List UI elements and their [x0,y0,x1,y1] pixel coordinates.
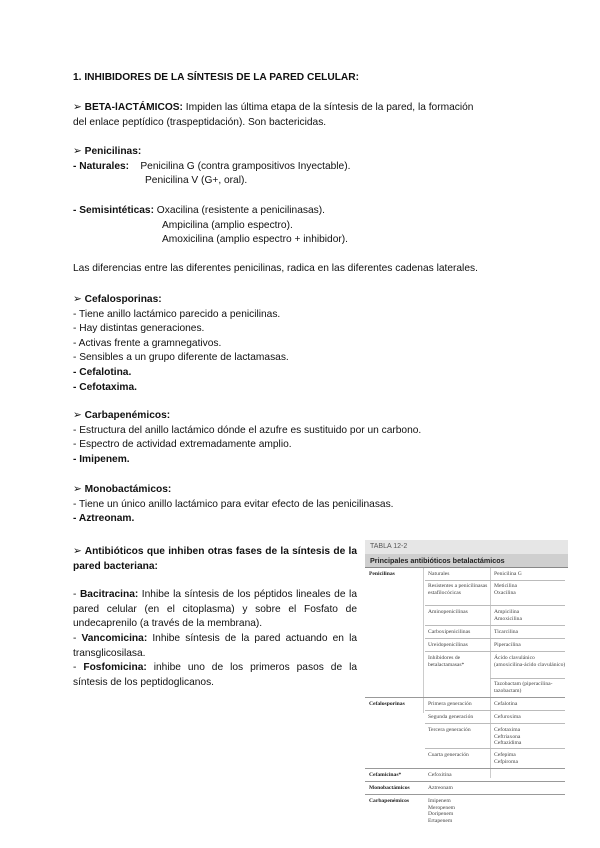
table-cell: Carboxipenicilinas [428,629,471,635]
cefalosporinas-line-5: - Cefalotina. [73,366,132,378]
vancomicina-label: Vancomicina: [81,632,148,644]
carbapenemicos-line-3: - Imipenem. [73,453,130,465]
table-cell: Inhibidores de betalactamasas* [428,655,465,668]
table-cell: Imipenem Meropenem Doripenem Ertapenem [428,798,456,824]
table-group-carbapenemicos: Carbapenémicos [369,798,410,804]
table-cell: Primera generación [428,701,472,707]
table-cell: Meticilina Oxacilina [494,583,517,596]
table-rule [425,710,565,711]
table-cell: Ácido clavulánico (amoxicilina-ácido clavulánico) [494,655,566,668]
table-rule [425,638,565,639]
semisinteticas-block [73,204,533,248]
table-cell: Aztreonam [428,785,453,791]
cefalosporinas-heading: Cefalosporinas: [84,294,162,305]
table-divider [490,568,491,778]
otras-heading: Antibióticos que inhiben otras fases de la síntesis de la pared bacteriana: [73,546,358,572]
table-rule [425,748,565,749]
table-rule [365,697,565,698]
arrow-bullet-icon: ➢ [73,293,82,305]
cefalosporinas-block [73,292,533,395]
arrow-bullet-icon: ➢ [73,545,82,557]
semisinteticas-line-1: Oxacilina (resistente a penicilinasas). [153,205,325,216]
table-body [365,568,568,832]
table-rule [365,794,565,795]
beta-lactamicos-block [73,100,533,130]
table-group-monobactamicos: Monobactámicos [369,785,410,791]
monobactamicos-block [73,482,533,527]
table-divider [423,568,424,713]
carbapenemicos-line-2: - Espectro de actividad extremadamente amplio. [73,439,292,451]
diferencias-block [73,262,533,277]
fosfomicina-text: inhibe uno de los primeros pasos de la síntesis de los peptidoglicanos. [73,662,357,688]
naturales-line-1: Penicilina G (contra grampositivos Inyectable). [140,160,351,172]
table-rule [425,625,565,626]
table-rule [425,723,565,724]
cefalosporinas-line-3: - Activas frente a gramnegativos. [73,337,222,349]
penicilinas-block [73,144,533,189]
cefalosporinas-line-2: - Hay distintas generaciones. [73,323,205,335]
monobactamicos-line-1: - Tiene un único anillo lactámico para evitar efecto de las penicilinasas. [73,498,394,510]
naturales-line-2: Penicilina V (G+, oral). [145,175,248,187]
diferencias-text: Las diferencias entre las diferentes penicilinas, radica en las diferentes cadenas laterales. [73,263,478,274]
table-group-cefamicinas: Cefamicinas* [369,772,402,778]
table-rule [425,605,565,606]
table-title: Principales antibióticos betalactámicos [365,554,568,568]
table-cell: Cefoxitina [428,772,452,778]
semisinteticas-line-2: Ampicilina (amplio espectro). [162,219,293,231]
table-cell: Segunda generación [428,714,474,720]
bacitracina-text: Inhibe la síntesis de los péptidos lineales de la pared celular (en el citoplasma) y sobre el Fosfato de undecaprenilo (a través de la membrana). [73,589,357,630]
semisinteticas-line-3: Amoxicilina (amplio espectro + inhibidor). [162,234,349,246]
cefalosporinas-line-6: - Cefotaxima. [73,381,137,393]
otras-fases-block: ➢ Antibióticos que inhiben otras fases de la síntesis de la pared bacteriana: - Bacitracina: Inhibe la síntesis de los péptidos lineales de la pared celular (en el citoplasma) y sobre el Fosfato de undecaprenilo (a través de la membrana). - Vancomicina: Inhibe síntesis de la pared actuando en la transglicosilasa. - Fosfomicina: inhibe uno de los primeros pasos de la síntesis de los peptidoglicanos. [73,545,358,688]
beta-label: BETA-lACTÁMICOS: [84,102,183,113]
cefalosporinas-line-1: - Tiene anillo lactámico parecido a penicilinas. [73,308,281,320]
table-cell: Naturales [428,571,450,577]
carbapenemicos-line-1: - Estructura del anillo lactámico dónde el azufre es sustituido por un carbono. [73,424,422,436]
table-cell: Cefotaxima Ceftriaxona Ceftazidima [494,727,522,747]
semisinteticas-label: - Semisintéticas: [73,205,154,216]
table-cell: Piperacilina [494,642,521,648]
table-cell: Ampicilina Amoxicilina [494,609,522,622]
beta-text-1: Impiden las última etapa de la síntesis de la pared, la formación [182,102,474,113]
bacitracina-label: Bacitracina: [79,589,139,601]
arrow-bullet-icon: ➢ [73,145,82,157]
table-cell: Cefuroxima [494,714,521,720]
table-cell: Ticarcilina [494,629,519,635]
vancomicina-text: Inhibe síntesis de la pared actuando en la transglicosilasa. [73,632,357,659]
table-cell: Ureidopenicilinas [428,642,468,648]
fosfomicina-label: Fosfomicina: [83,662,147,674]
penicilinas-heading: Penicilinas: [84,146,142,157]
table-cell: Cuarta generación [428,752,469,758]
table-group-cefalosporinas: Cefalosporinas [369,701,405,707]
monobactamicos-line-2: - Aztreonam. [73,513,135,525]
monobactamicos-heading: Monobactámicos: [84,484,172,495]
beta-text-2: del enlace peptídico (traspeptidación). Son bactericidas. [73,116,327,128]
section-title: 1. INHIBIDORES DE LA SÍNTESIS DE LA PARED CELULAR: [73,72,360,83]
table-rule [490,678,565,679]
arrow-bullet-icon: ➢ [73,101,82,113]
table-cell: Cefepima Cefpiroma [494,752,518,765]
table-cell: Aminopenicilinas [428,609,468,615]
arrow-bullet-icon: ➢ [73,483,82,495]
table-rule [365,781,565,782]
table-cell: Cefalotina [494,701,518,707]
carbapenemicos-heading: Carbapenémicos: [84,410,171,421]
cefalosporinas-line-4: - Sensibles a un grupo diferente de lactamasas. [73,352,289,364]
table-group-penicilinas: Penicilinas [369,571,395,577]
table-cell: Tazobactam (piperacilina-tazobactam) [494,681,553,694]
table-rule [425,651,565,652]
table-cell: Penicilina G [494,571,522,577]
table-cell: Tercera generación [428,727,471,733]
table-rule [365,768,565,769]
naturales-label: - Naturales: [73,160,130,172]
carbapenemicos-block [73,408,533,467]
table-rule [425,580,565,581]
betalactamicos-table [365,540,568,832]
arrow-bullet-icon: ➢ [73,409,82,421]
table-cell: Resistentes a penicilinasas estafilocócicas [428,583,488,596]
table-label: TABLA 12-2 [365,540,568,554]
